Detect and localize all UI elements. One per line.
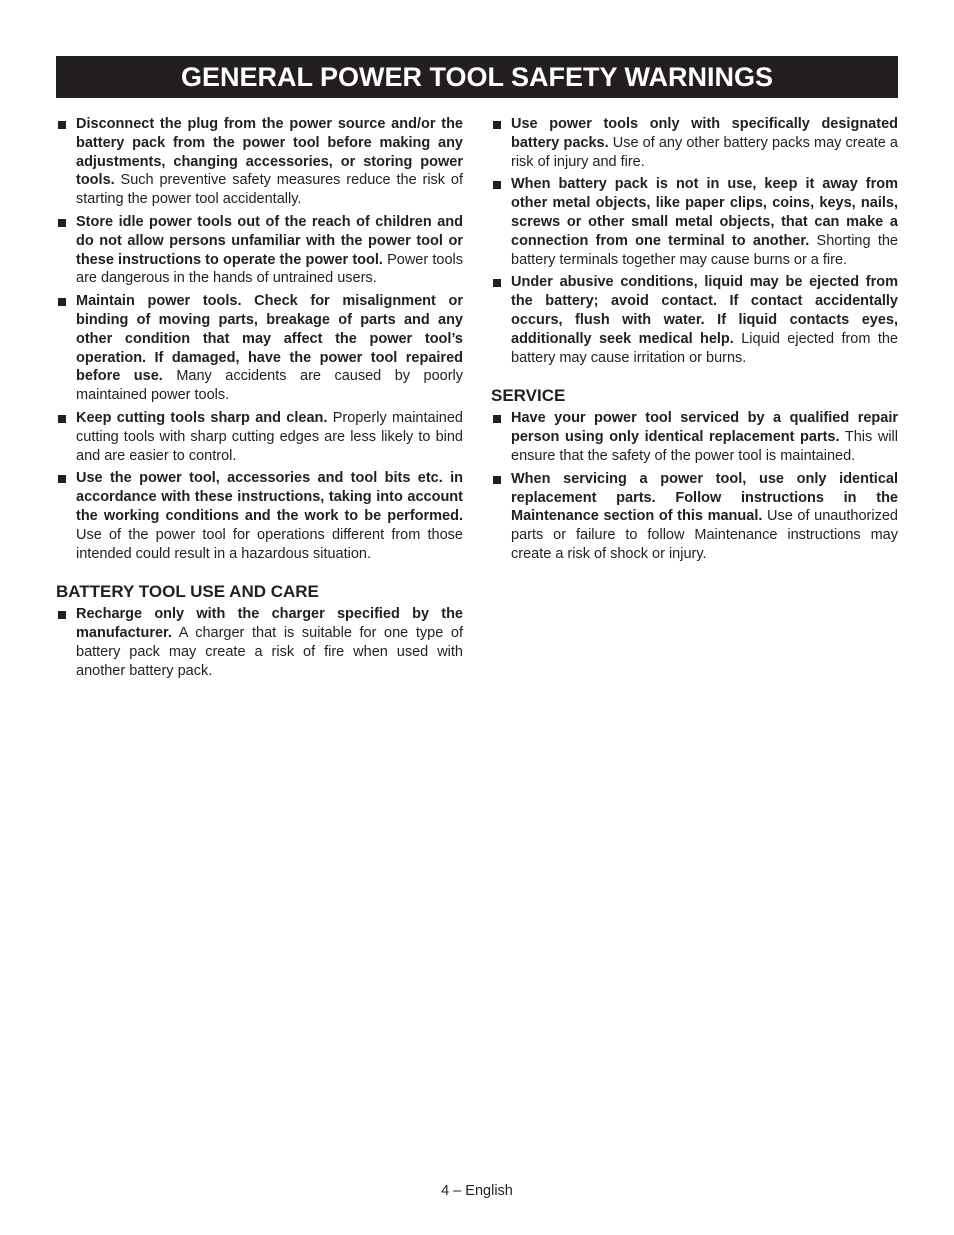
square-bullet-icon — [58, 121, 66, 129]
item-text: Shorting the battery terminals together may cause burns or a fire. — [511, 232, 898, 268]
item-bold-text: Recharge only with the charger specified by the manufacturer. — [76, 606, 463, 642]
item-text: This will ensure that the safety of the power tool is maintained. — [511, 429, 898, 464]
list-item — [56, 469, 463, 563]
item-text: Such preventive safety measures reduce the risk of starting the power tool accidentally. — [76, 172, 463, 208]
square-bullet-icon — [58, 415, 66, 423]
square-bullet-icon — [493, 476, 501, 484]
list-item — [56, 213, 463, 288]
item-bold-text: Under abusive conditions, liquid may be ejected from the battery; avoid contact. If contact accidentally occurs, flush with water. If liquid contacts eyes, additionally seek medical help. — [511, 274, 898, 347]
item-text: Use of the power tool for operations different from those intended could result in a hazardous situation. — [76, 526, 463, 562]
list-item — [56, 292, 463, 405]
item-bold-text: Have your power tool serviced by a qualified repair person using only identical replacement parts. — [511, 410, 898, 446]
item-bold-text: Disconnect the plug from the power source and/or the battery pack from the power tool before making any adjustments, changing accessories, or storing power tools. — [76, 116, 463, 189]
battery-section-heading: BATTERY TOOL USE AND CARE — [56, 582, 319, 602]
item-text: Use of unauthorized parts or failure to follow Maintenance instructions may create a risk of shock or injury. — [511, 508, 898, 562]
square-bullet-icon — [493, 415, 501, 423]
left-column — [56, 115, 463, 685]
general-warnings-list — [56, 115, 463, 563]
item-text: Liquid ejected from the battery may cause irritation or burns. — [511, 330, 898, 366]
battery-warnings-list-continued — [491, 115, 898, 367]
item-text: Properly maintained cutting tools with sharp cutting edges are less likely to bind and are easier to control. — [76, 409, 463, 464]
square-bullet-icon — [58, 219, 66, 227]
item-text: A charger that is suitable for one type of battery pack may create a risk of fire when used with another battery pack. — [76, 625, 463, 679]
list-item — [491, 470, 898, 564]
square-bullet-icon — [58, 611, 66, 619]
page-title: GENERAL POWER TOOL SAFETY WARNINGS — [180, 61, 774, 92]
item-bold-text: Store idle power tools out of the reach of children and do not allow persons unfamiliar with the power tool or these instructions to operate the power tool. — [76, 213, 463, 268]
item-text: Power tools are dangerous in the hands of untrained users. — [76, 251, 463, 287]
right-column — [491, 115, 898, 568]
item-bold-text: When servicing a power tool, use only identical replacement parts. Follow instructions in the Maintenance section of this manual. — [511, 470, 898, 525]
item-bold-text: When battery pack is not in use, keep it away from other metal objects, like paper clips, coins, keys, nails, screws or other small metal objects, that can make a connection from one terminal to another. — [511, 176, 898, 249]
item-bold-text: Keep cutting tools sharp and clean. — [76, 409, 328, 426]
page-title-bar — [56, 56, 898, 98]
item-bold-text: Use the power tool, accessories and tool bits etc. in accordance with these instructions, taking into account the working conditions and the work to be performed. — [76, 470, 463, 524]
page-footer: 4 – English — [441, 1183, 513, 1199]
item-bold-text: Maintain power tools. Check for misalignment or binding of moving parts, breakage of parts and any other condition that may affect the power tool’s operation. If damaged, have the power tool repaired before use. — [76, 293, 463, 385]
list-item — [491, 115, 898, 171]
list-item — [491, 273, 898, 367]
list-item — [56, 409, 463, 465]
item-bold-text: Use power tools only with specifically designated battery packs. — [511, 116, 898, 151]
square-bullet-icon — [58, 475, 66, 483]
item-text: Many accidents are caused by poorly maintained power tools. — [76, 368, 464, 404]
list-item — [56, 115, 463, 209]
item-text: Use of any other battery packs may create a risk of injury and fire. — [511, 134, 898, 170]
square-bullet-icon — [58, 298, 66, 306]
service-warnings-list — [491, 409, 898, 563]
square-bullet-icon — [493, 279, 501, 287]
list-item — [491, 409, 898, 465]
square-bullet-icon — [493, 121, 501, 129]
service-section-heading: SERVICE — [491, 386, 566, 406]
battery-warnings-list — [56, 605, 463, 680]
list-item — [491, 175, 898, 269]
list-item — [56, 605, 463, 680]
square-bullet-icon — [493, 181, 501, 189]
